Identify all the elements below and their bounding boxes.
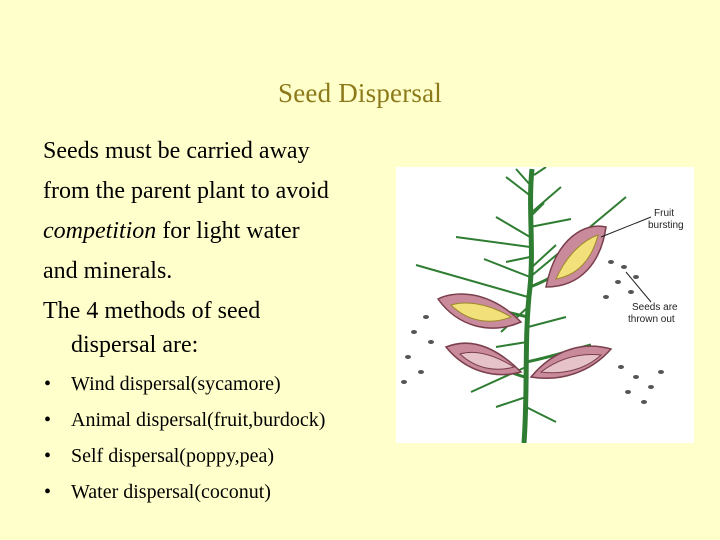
fruit-pod (438, 294, 521, 328)
list-item (44, 402, 394, 438)
paragraph-line-3-rest: for light water (156, 218, 300, 244)
list-item (44, 366, 394, 402)
list-item-text: Wind dispersal(sycamore) (71, 373, 281, 395)
callout-fruit-bursting-2: bursting (648, 220, 684, 231)
fruit-pod (531, 346, 611, 378)
competition-italic: competition (43, 218, 157, 244)
paragraph-line-3 (43, 211, 393, 251)
paragraph-line-1: Seeds must be carried away (43, 138, 310, 164)
list-item-text: Water dispersal(coconut) (71, 481, 271, 503)
slide-title (0, 78, 720, 109)
callout-line (601, 217, 651, 237)
list-item-text: Self dispersal(poppy,pea) (71, 445, 275, 467)
fruit-pod (446, 343, 521, 374)
bullet-icon: • (44, 373, 52, 395)
bullet-icon: • (44, 481, 52, 503)
paragraph-line-6: dispersal are: (71, 332, 199, 358)
spiky-leaves (416, 167, 626, 422)
plant-drawing (396, 167, 694, 443)
paragraph-line-4: and minerals. (43, 258, 173, 284)
paragraph-line-5: The 4 methods of seed (43, 298, 261, 324)
paragraph-line-2: from the parent plant to avoid (43, 178, 329, 204)
main-stem (524, 169, 532, 443)
list-item-text: Animal dispersal(fruit,burdock) (71, 409, 326, 431)
callout-seeds-thrown-2: thrown out (628, 314, 675, 325)
bullet-icon: • (44, 409, 52, 431)
list-item (44, 474, 394, 510)
bullet-icon: • (44, 445, 52, 467)
callout-fruit-bursting-1: Fruit (654, 208, 674, 219)
body-paragraph (43, 131, 393, 365)
slide-title-text: Seed Dispersal (277, 78, 442, 108)
list-item (44, 438, 394, 474)
seed-dispersal-illustration (396, 167, 694, 443)
method-list (44, 366, 394, 510)
callout-seeds-thrown-1: Seeds are (632, 302, 678, 313)
